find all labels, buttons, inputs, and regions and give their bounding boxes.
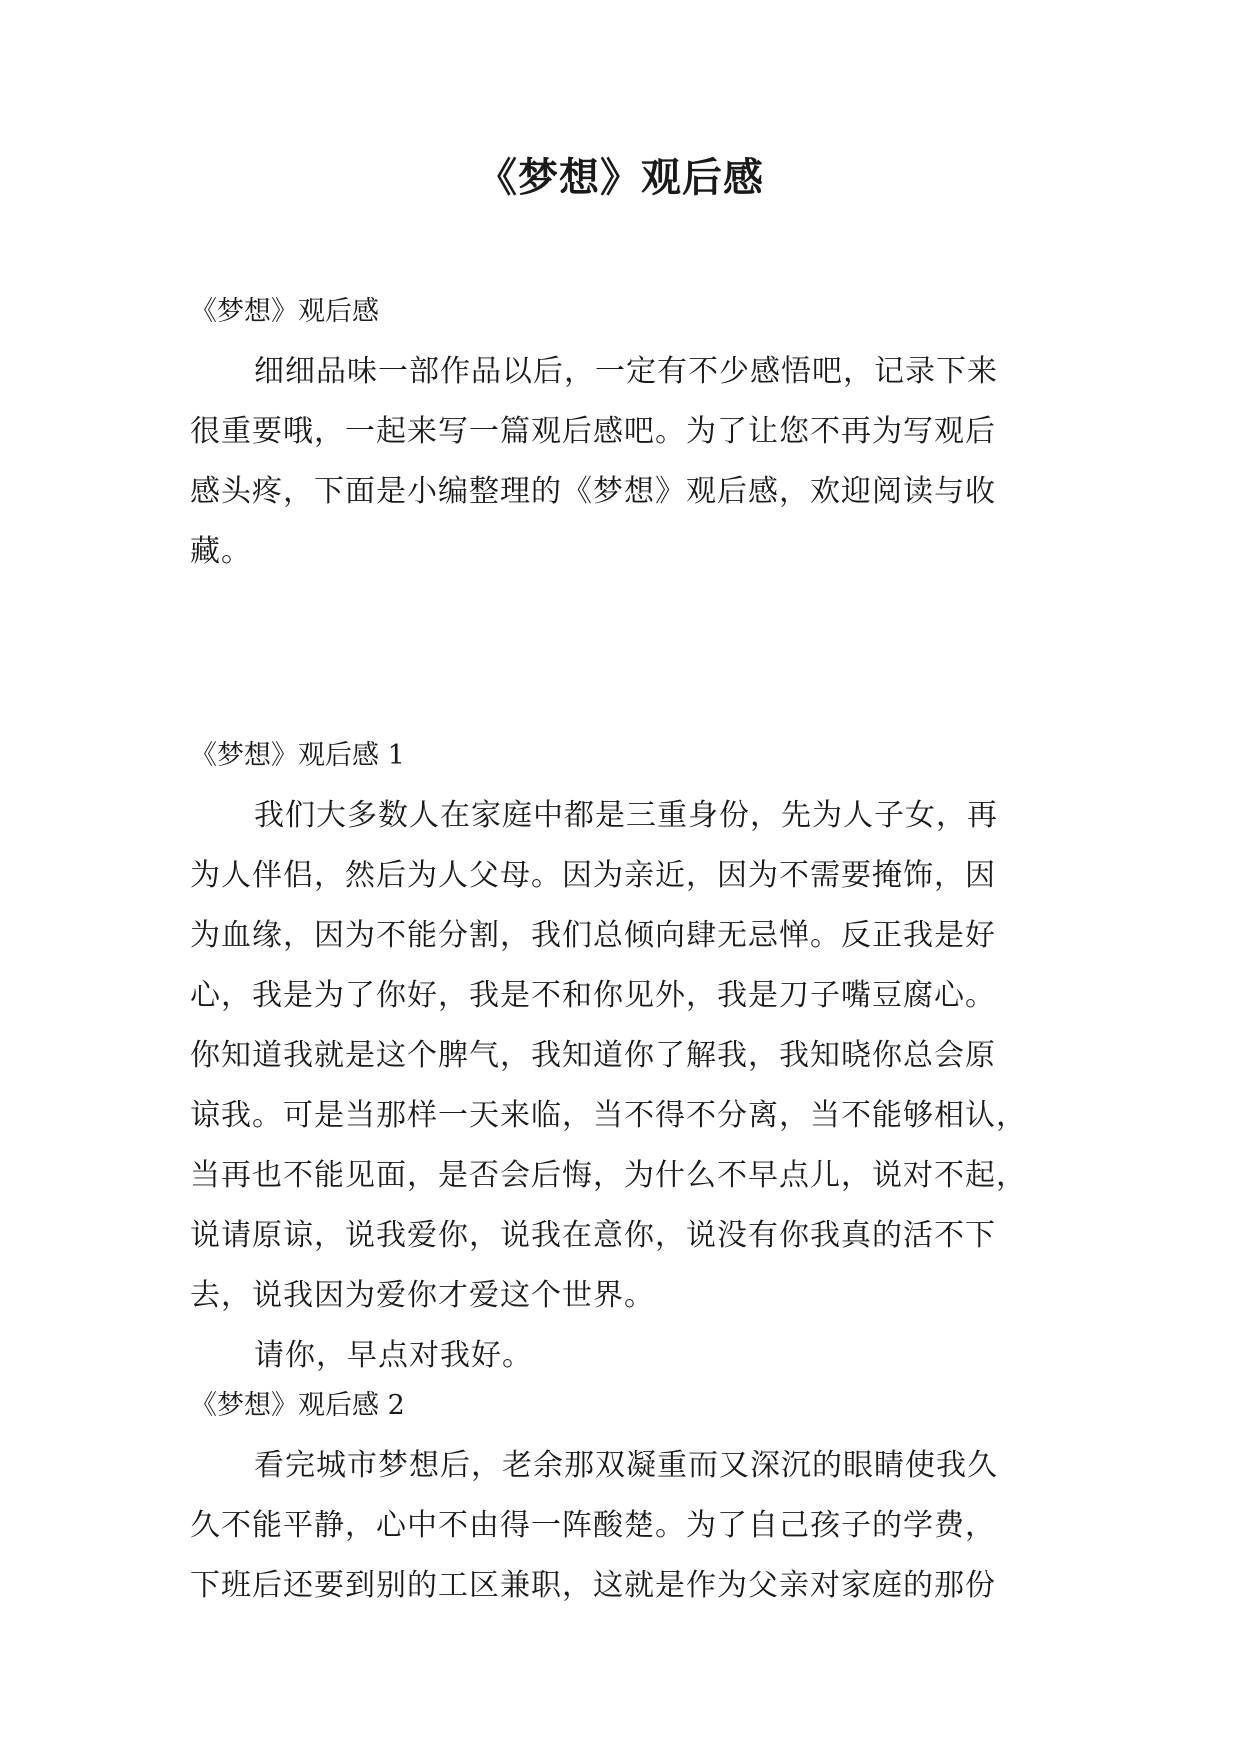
section-1-paragraph [190,786,1050,1326]
section-1-line: 你知道我就是这个脾气，我知道你了解我，我知晓你总会原 [190,1038,996,1073]
section-2-line: 下班后还要到别的工区兼职，这就是作为父亲对家庭的那份 [190,1568,996,1603]
section-1-line: 谅我。可是当那样一天来临，当不得不分离，当不能够相认， [190,1098,1027,1133]
section-2-line: 看完城市梦想后，老余那双凝重而又深沉的眼睛使我久 [254,1448,998,1483]
intro-line: 很重要哦，一起来写一篇观后感吧。为了让您不再为写观后 [190,414,996,449]
section-1-line: 为人伴侣，然后为人父母。因为亲近，因为不需要掩饰，因 [190,858,996,893]
section-2-heading: 《梦想》观后感 2 [190,1390,405,1421]
section-2-paragraph [190,1436,1050,1616]
section-1-line: 为血缘，因为不能分割，我们总倾向肆无忌惮。反正我是好 [190,918,996,953]
section-1-paragraph-2 [190,1326,1050,1386]
section-1-line: 心，我是为了你好，我是不和你见外，我是刀子嘴豆腐心。 [190,978,996,1013]
section-2-line: 久不能平静，心中不由得一阵酸楚。为了自己孩子的学费， [190,1508,996,1543]
section-1-line: 我们大多数人在家庭中都是三重身份，先为人子女，再 [254,798,998,833]
document-title: 《梦想》观后感 [477,155,764,201]
section-1-line: 当再也不能见面，是否会后悔，为什么不早点儿，说对不起， [190,1158,1027,1193]
intro-line: 藏。 [190,534,252,569]
section-1-line: 说请原谅，说我爱你，说我在意你，说没有你我真的活不下 [190,1218,996,1253]
intro-heading: 《梦想》观后感 [190,296,379,327]
document-body [190,292,1050,1616]
intro-paragraph [190,342,1050,582]
intro-line: 感头疼，下面是小编整理的《梦想》观后感，欢迎阅读与收 [190,474,996,509]
section-1-heading: 《梦想》观后感 1 [190,740,405,771]
section-1-closing-line: 请你，早点对我好。 [254,1338,533,1373]
intro-line: 细细品味一部作品以后，一定有不少感悟吧，记录下来 [254,354,998,389]
section-1-line: 去，说我因为爱你才爱这个世界。 [190,1278,655,1313]
